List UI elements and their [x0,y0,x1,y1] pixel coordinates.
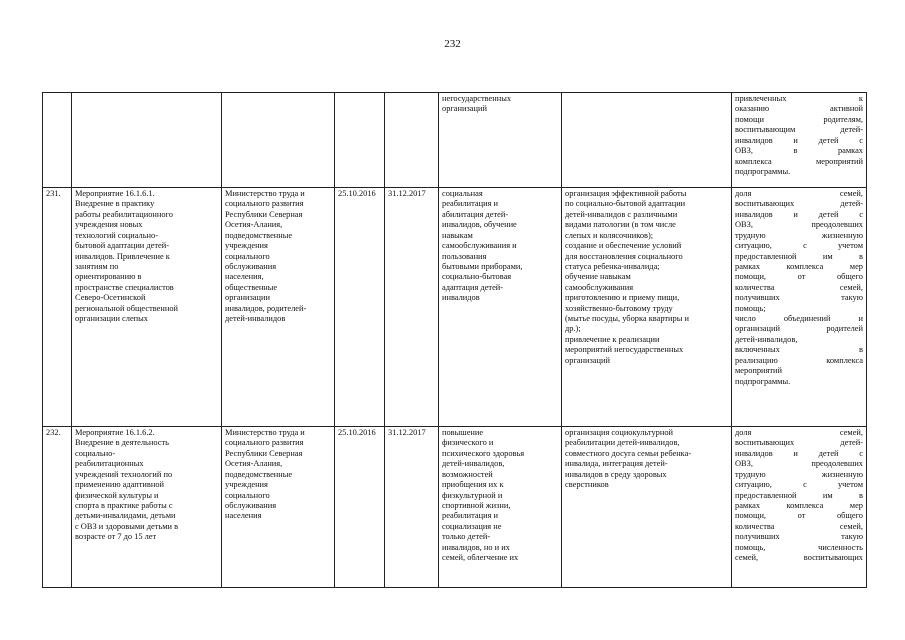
executor-cell [222,93,335,188]
activity-title-cell [72,93,222,188]
table-row [43,427,867,588]
page-number: 232 [444,38,461,50]
end-date-cell [385,93,439,188]
expected-results-cell [562,93,732,188]
tasks-cell: негосударственных организаций [439,93,562,188]
expected-results-cell: организация эффективной работы по социально-бытовой адаптации детей-инвалидов с различными видами патологии (в том числе слепых и колясочников); создание и обеспечение условий для восстановления социального статуса ребенка-инвалида; обучение навыкам самообслуживания приготовлению и приему пищи, хозяйственно-бытовому труду (мытье посуды, уборка квартиры и др.); привлечение к реализации мероприятий негосударственных организаций [562,188,732,427]
end-date-cell: 31.12.2017 [385,188,439,427]
row-number-cell: 231. [43,188,72,427]
indicators-cell: доля семей, воспитывающих детей- инвалидов и детей с ОВЗ, преодолевших трудную жизненную ситуацию, с учетом предоставленной им в рамках комплекса мер помощи, от общего количества семей, получивших такую помощь; число объединений и организаций родителей детей-инвалидов, включенных в реализацию комплекса мероприятий подпрограммы. [732,188,867,427]
table-row [43,93,867,188]
indicators-cell: привлеченных к оказанию активной помощи родителям, воспитывающим детей- инвалидов и детей с ОВЗ, в рамках комплекса мероприятий подпрограммы. [732,93,867,188]
table-row [43,188,867,427]
program-activities-table [42,92,867,588]
activity-title-cell: Мероприятие 16.1.6.2. Внедрение в деятельность социально- реабилитационных учреждений технологий по применению адаптивной физической культуры и спорта в практике работы с детьми-инвалидами, детьми с ОВЗ и здоровыми детьми в возрасте от 7 до 15 лет [72,427,222,588]
end-date-cell: 31.12.2017 [385,427,439,588]
tasks-cell: повышение физического и психического здоровья детей-инвалидов, возможностей приобщения их к физкультурной и спортивной жизни, реабилитация и социализация не только детей- инвалидов, но и их семей, облегчение их [439,427,562,588]
row-number-cell: 232. [43,427,72,588]
row-number-cell [43,93,72,188]
indicators-cell: доля семей, воспитывающих детей- инвалидов и детей с ОВЗ, преодолевших трудную жизненную ситуацию, с учетом предоставленной им в рамках комплекса мер помощи, от общего количества семей, получивших такую помощь, численность семей, воспитывающих [732,427,867,588]
start-date-cell: 25.10.2016 [335,188,385,427]
activity-title-cell: Мероприятие 16.1.6.1. Внедрение в практику работы реабилитационного учреждения новых технологий социально- бытовой адаптации детей- инвалидов. Привлечение к занятиям по ориентированию в пространстве специалистов Северо-Осетинской региональной общественной организации слепых [72,188,222,427]
executor-cell: Министерство труда и социального развития Республики Северная Осетия-Алания, подведомственные учреждения социального обслуживания населения [222,427,335,588]
start-date-cell: 25.10.2016 [335,427,385,588]
tasks-cell: социальная реабилитация и абилитация детей- инвалидов, обучение навыкам самообслуживания и пользования бытовыми приборами, социально-бытовая адаптация детей- инвалидов [439,188,562,427]
start-date-cell [335,93,385,188]
executor-cell: Министерство труда и социального развития Республики Северная Осетия-Алания, подведомственные учреждения социального обслуживания населения, общественные организации инвалидов, родителей- детей-инвалидов [222,188,335,427]
expected-results-cell: организация социокультурной реабилитации детей-инвалидов, совместного досуга семьи ребенка- инвалида, интеграция детей- инвалидов в среду здоровых сверстников [562,427,732,588]
